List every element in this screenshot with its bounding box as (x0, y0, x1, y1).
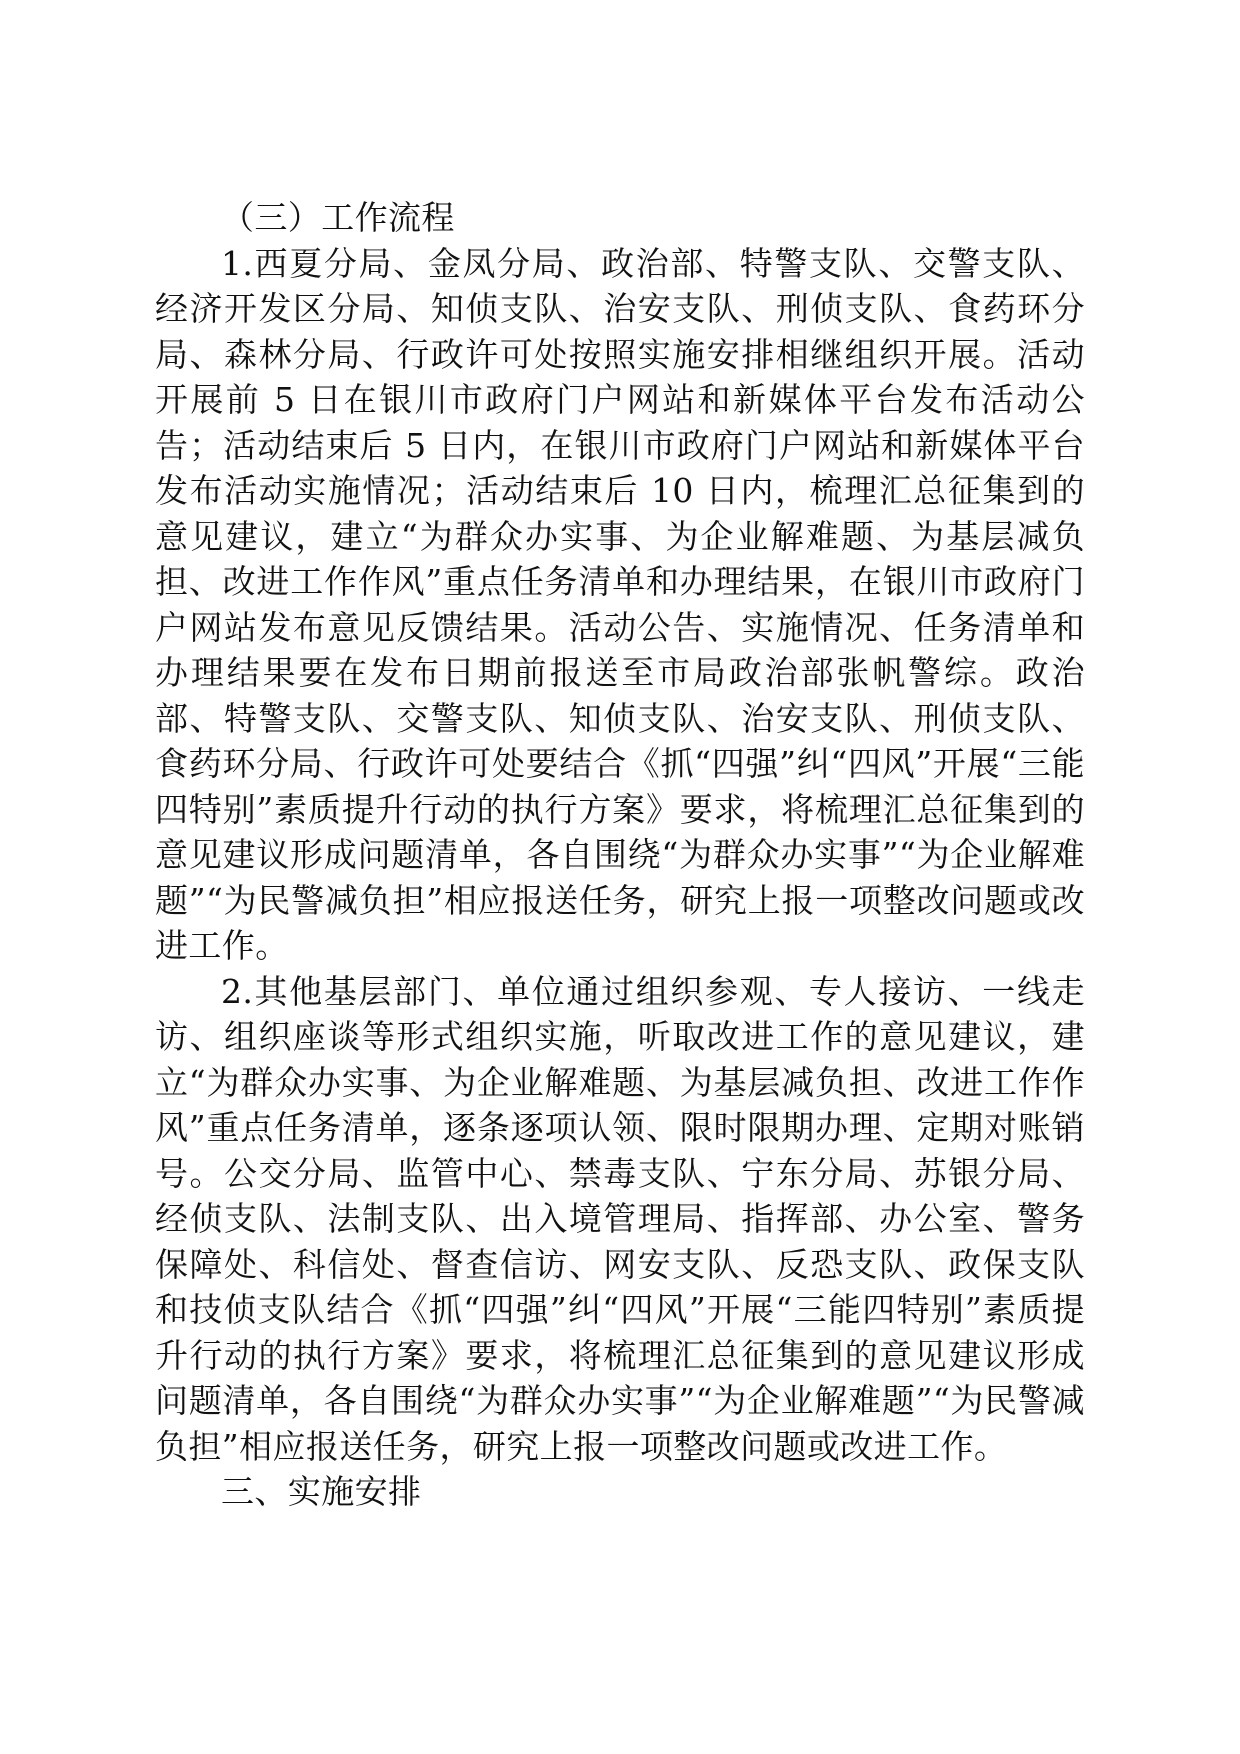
section-heading-workflow: （三）工作流程 (221, 198, 455, 237)
document-body (155, 195, 1085, 1515)
section-heading-implementation: 三、实施安排 (221, 1472, 422, 1511)
paragraph-1: 1.西夏分局、金凤分局、政治部、特警支队、交警支队、经济开发区分局、知侦支队、治安支队、刑侦支队、食药环分局、森林分局、行政许可处按照实施安排相继组织开展。活动开展前 5 日在银川市政府门户网站和新媒体平台发布活动公告；活动结束后 5 日内，在银川市政府门户网站和新媒体平台发布活动实施情况；活动结束后 10 日内，梳理汇总征集到的意见建议，建立“为群众办实事、为企业解难题、为基层减负担、改进工作作风”重点任务清单和办理结果，在银川市政府门户网站发布意见反馈结果。活动公告、实施情况、任务清单和办理结果要在发布日期前报送至市局政治部张帆警综。政治部、特警支队、交警支队、知侦支队、治安支队、刑侦支队、食药环分局、行政许可处要结合《抓“四强”纠“四风”开展“三能四特别”素质提升行动的执行方案》要求，将梳理汇总征集到的意见建议形成问题清单，各自围绕“为群众办实事”“为企业解难题”“为民警减负担”相应报送任务，研究上报一项整改问题或改进工作。 (155, 243, 1085, 965)
paragraph-2: 2.其他基层部门、单位通过组织参观、专人接访、一线走访、组织座谈等形式组织实施，听取改进工作的意见建议，建立“为群众办实事、为企业解难题、为基层减负担、改进工作作风”重点任务清单，逐条逐项认领、限时限期办理、定期对账销号。公交分局、监管中心、禁毒支队、宁东分局、苏银分局、经侦支队、法制支队、出入境管理局、指挥部、办公室、警务保障处、科信处、督查信访、网安支队、反恐支队、政保支队和技侦支队结合《抓“四强”纠“四风”开展“三能四特别”素质提升行动的执行方案》要求，将梳理汇总征集到的意见建议形成问题清单，各自围绕“为群众办实事”“为企业解难题”“为民警减负担”相应报送任务，研究上报一项整改问题或改进工作。 (155, 971, 1085, 1466)
